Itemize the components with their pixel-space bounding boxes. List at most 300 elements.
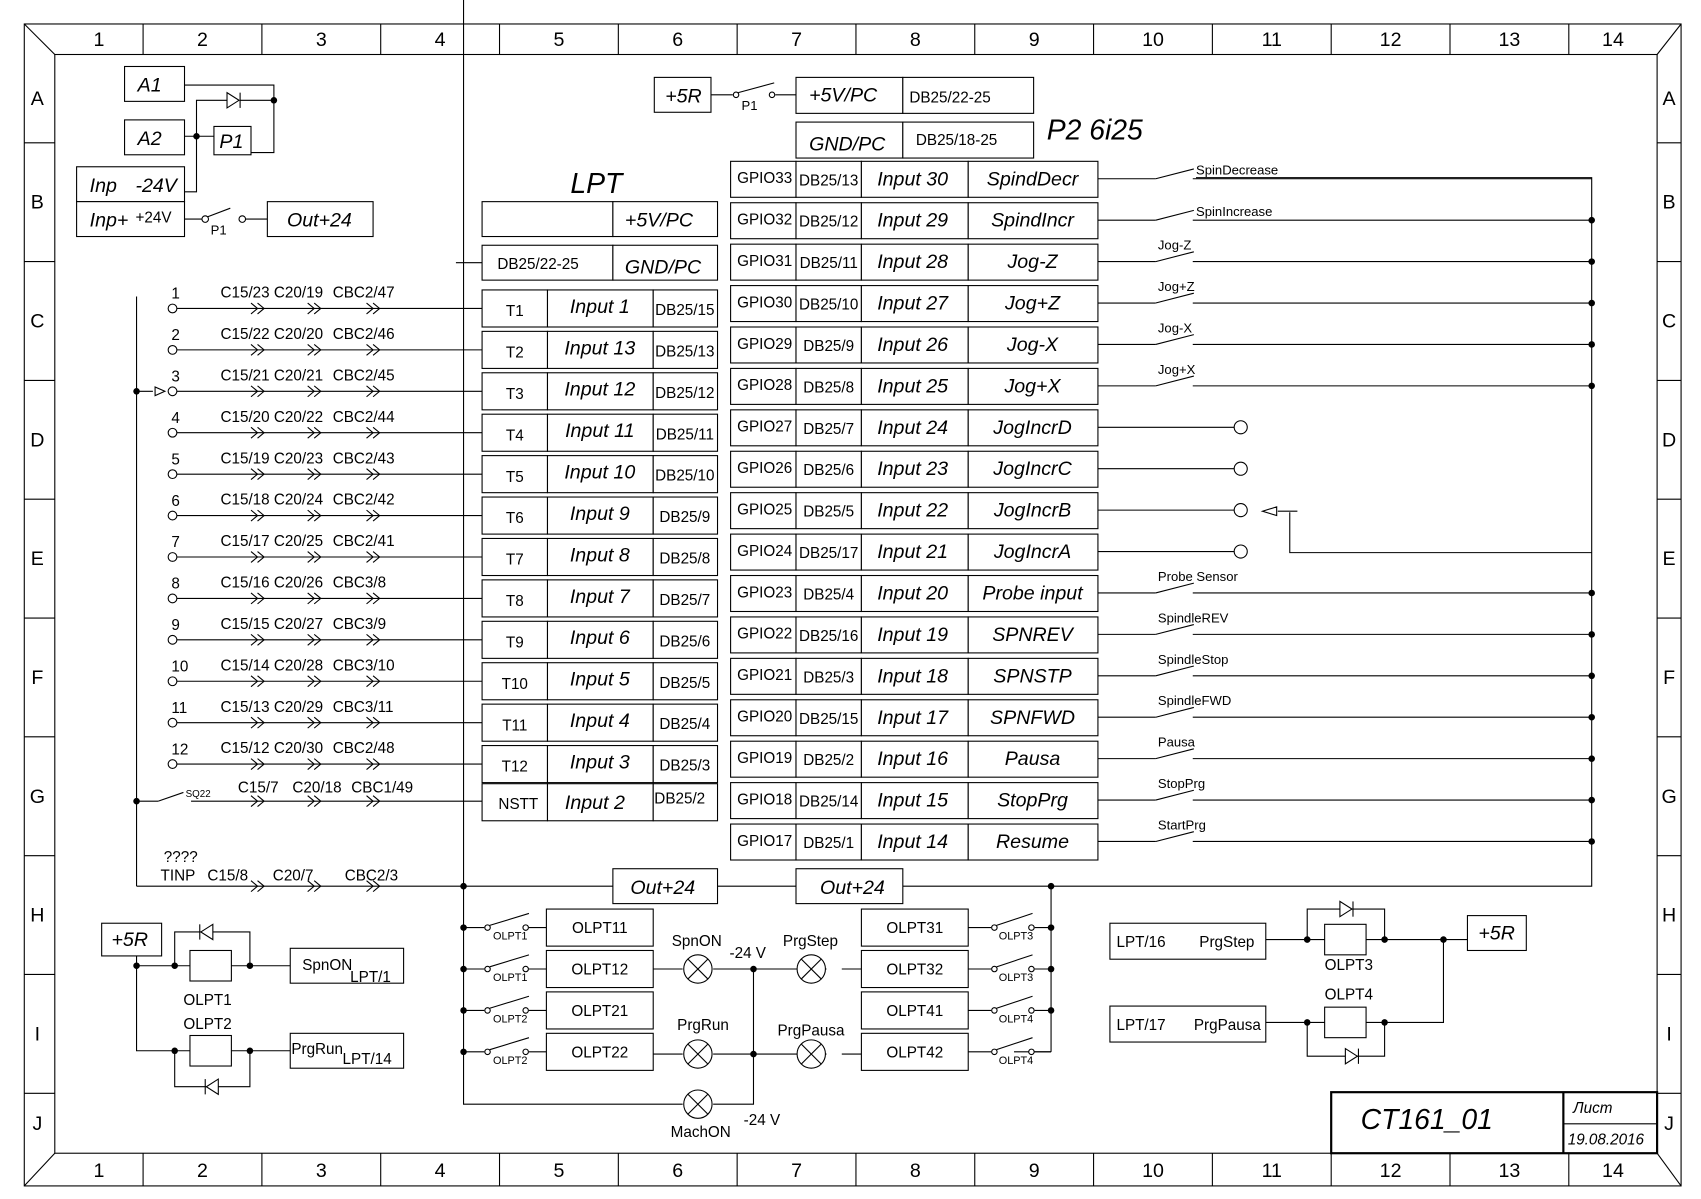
p2-title: P2 6i25 bbox=[1046, 114, 1143, 147]
gpio-func-label: SPNREV bbox=[992, 623, 1073, 646]
junction bbox=[1048, 1007, 1055, 1014]
switch-label: Jog+Z bbox=[1157, 279, 1195, 295]
nstt-cbc: CBC1/49 bbox=[351, 779, 414, 797]
lpt-input-rows bbox=[168, 285, 717, 783]
gpio-input-label: Input 28 bbox=[877, 251, 949, 274]
gpio-row bbox=[731, 610, 1595, 653]
gpio-db-label: DB25/13 bbox=[799, 172, 859, 190]
contact-icon bbox=[523, 1049, 528, 1054]
c20-label: C20/21 bbox=[273, 367, 324, 385]
row-label-left: A bbox=[30, 88, 44, 111]
lpt-db-label: DB25/8 bbox=[659, 550, 711, 568]
c20-label: C20/23 bbox=[273, 450, 324, 468]
coil-olpt1: OLPT1 bbox=[183, 991, 232, 1009]
tinp-label: TINP bbox=[160, 867, 196, 885]
gpio-db-label: DB25/12 bbox=[799, 213, 859, 231]
gpio-label: GPIO25 bbox=[737, 501, 793, 519]
c15-label: C15/23 bbox=[220, 284, 270, 302]
column-label-bottom: 6 bbox=[672, 1160, 684, 1183]
gpio-func-label: JogIncrD bbox=[993, 416, 1072, 439]
switch-label: SpindleStop bbox=[1157, 651, 1229, 667]
gpio-label: GPIO28 bbox=[737, 377, 793, 395]
lpt-input-label: Input 11 bbox=[565, 420, 635, 443]
terminal-number: 3 bbox=[171, 368, 180, 386]
gpio-input-label: Input 27 bbox=[877, 292, 949, 315]
switch-label: SpindleFWD bbox=[1157, 693, 1232, 709]
gpio-db-label: DB25/9 bbox=[803, 337, 855, 355]
terminal-number: 7 bbox=[171, 534, 180, 552]
gpio-db-label: DB25/6 bbox=[803, 462, 855, 480]
gpio-label: GPIO26 bbox=[737, 460, 793, 478]
switch-icon bbox=[1156, 666, 1194, 676]
relay-box-label: OLPT42 bbox=[886, 1044, 944, 1062]
document-date: 19.08.2016 bbox=[1567, 1131, 1645, 1149]
gpio-func-label: SPNSTP bbox=[993, 665, 1072, 688]
switch-icon bbox=[1156, 749, 1194, 759]
terminal-icon bbox=[1234, 545, 1247, 558]
gpio-db-label: DB25/1 bbox=[803, 835, 855, 853]
lpt-db-label: DB25/11 bbox=[655, 426, 714, 444]
gpio-func-label: JogIncrC bbox=[993, 458, 1072, 481]
c15-label: C15/22 bbox=[220, 325, 270, 343]
switch-icon bbox=[1156, 625, 1194, 635]
switch-icon bbox=[490, 996, 529, 1008]
c20-label: C20/20 bbox=[273, 325, 324, 343]
gpio-input-label: Input 19 bbox=[877, 623, 949, 646]
gpio-row bbox=[731, 735, 1595, 778]
lpt-db-label: DB25/5 bbox=[659, 674, 711, 692]
switch-label: Pausa bbox=[1157, 734, 1195, 750]
relay-box-label: OLPT21 bbox=[571, 1002, 629, 1020]
tinp-unknown: ???? bbox=[163, 849, 198, 867]
lpt-db-label: DB25/6 bbox=[659, 633, 711, 651]
column-label-top: 3 bbox=[315, 28, 327, 51]
lpt-row bbox=[168, 409, 717, 451]
lpt-input-label: Input 10 bbox=[564, 461, 636, 484]
contact-icon bbox=[992, 1049, 997, 1054]
switch-label: Jog-Z bbox=[1157, 237, 1192, 253]
spnon-label: SpnON bbox=[302, 957, 353, 975]
terminal-number: 10 bbox=[171, 658, 189, 676]
terminal-icon bbox=[168, 594, 177, 603]
diode-icon bbox=[201, 924, 213, 939]
column-label-bottom: 5 bbox=[553, 1160, 565, 1183]
row-label-left: J bbox=[32, 1112, 43, 1135]
c15-label: C15/18 bbox=[220, 491, 270, 509]
gpio-func-label: Resume bbox=[996, 831, 1070, 854]
gpio-func-label: Jog-Z bbox=[1007, 251, 1058, 274]
diode-icon bbox=[206, 1079, 218, 1094]
c20-label: C20/29 bbox=[273, 698, 324, 716]
sq22-label: SQ22 bbox=[185, 788, 211, 800]
relay-switch-label: OLPT1 bbox=[492, 972, 528, 984]
terminal-icon bbox=[168, 677, 177, 686]
contact-icon bbox=[485, 1049, 490, 1054]
terminal-icon bbox=[1234, 421, 1247, 434]
prgrun-label: PrgRun bbox=[291, 1041, 344, 1059]
column-label-top: 13 bbox=[1498, 28, 1521, 51]
lpt-row bbox=[168, 533, 717, 575]
contact-icon bbox=[1029, 966, 1034, 971]
switch-label: SpinDecrease bbox=[1196, 162, 1279, 178]
lpt-t-label: T4 bbox=[505, 427, 524, 445]
right-bus bbox=[903, 178, 1592, 887]
lpt-input-label: Input 12 bbox=[564, 378, 636, 401]
cbc-label: CBC3/8 bbox=[332, 574, 387, 592]
row-label-right: J bbox=[1664, 1112, 1674, 1135]
row-label-right: F bbox=[1663, 666, 1676, 689]
lpt-row bbox=[168, 616, 717, 658]
c20-label: C20/19 bbox=[273, 284, 324, 302]
contact-icon bbox=[992, 966, 997, 971]
column-label-bottom: 1 bbox=[93, 1160, 105, 1183]
lamp-prgstep-label: PrgStep bbox=[782, 933, 839, 951]
gpio-func-label: SpindIncr bbox=[991, 209, 1074, 232]
gpio-func-label: SpindDecr bbox=[986, 168, 1079, 191]
cbc-label: CBC2/48 bbox=[332, 740, 395, 758]
row-label-right: B bbox=[1662, 191, 1676, 214]
terminal-number: 1 bbox=[171, 285, 180, 303]
gpio-db-label: DB25/14 bbox=[799, 793, 859, 811]
terminal-number: 8 bbox=[171, 575, 180, 593]
gpio-label: GPIO19 bbox=[737, 749, 793, 767]
gpio-row bbox=[731, 410, 1248, 446]
cbc-label: CBC2/42 bbox=[332, 491, 395, 509]
gpio-func-label: Jog+X bbox=[1004, 375, 1061, 398]
lpt-input-label: Input 3 bbox=[569, 751, 630, 774]
document-number: CT161_01 bbox=[1360, 1104, 1493, 1137]
lpt-input-label: Input 7 bbox=[569, 585, 630, 608]
switch-icon bbox=[1156, 169, 1194, 179]
row-label-right: C bbox=[1662, 310, 1677, 333]
gpio-func-label: JogIncrA bbox=[993, 541, 1072, 564]
column-label-top: 6 bbox=[672, 28, 684, 51]
switch-icon bbox=[1156, 335, 1194, 345]
lamp-prgpausa-label: PrgPausa bbox=[777, 1022, 845, 1040]
column-label-bottom: 13 bbox=[1498, 1160, 1521, 1183]
terminal-icon bbox=[168, 718, 177, 727]
lamp-spnon-label: SpnON bbox=[671, 933, 722, 951]
cbc-label: CBC2/47 bbox=[332, 284, 395, 302]
lpt-t-label: T7 bbox=[505, 551, 524, 569]
lpt-t-label: T9 bbox=[505, 634, 524, 652]
gpio-input-label: Input 22 bbox=[877, 499, 949, 522]
gpio-func-label: Pausa bbox=[1004, 748, 1061, 771]
gpio-row bbox=[731, 569, 1595, 612]
out24-label: Out+24 bbox=[286, 209, 352, 232]
gpio-label: GPIO23 bbox=[737, 584, 793, 602]
lpt-input-label: Input 4 bbox=[569, 710, 630, 733]
coils-left bbox=[102, 923, 404, 1094]
column-label-top: 12 bbox=[1379, 28, 1402, 51]
column-label-top: 2 bbox=[197, 28, 208, 51]
relay-switch-label: OLPT3 bbox=[998, 930, 1034, 943]
minus24-b: -24 V bbox=[743, 1111, 781, 1129]
contact-icon bbox=[523, 925, 528, 930]
nstt-db: DB25/2 bbox=[654, 790, 706, 808]
diode-icon bbox=[1340, 901, 1352, 916]
nstt-c20: C20/18 bbox=[292, 779, 342, 797]
lpt-t-label: T6 bbox=[505, 510, 524, 528]
lpt-input-label: Input 13 bbox=[564, 337, 636, 360]
plus5r-label: +5R bbox=[665, 85, 702, 108]
column-label-top: 7 bbox=[791, 28, 802, 51]
contact-icon bbox=[992, 1008, 997, 1013]
lpt17-label: LPT/17 bbox=[1116, 1017, 1166, 1035]
gpio-row bbox=[731, 279, 1595, 322]
gpio-func-label: Probe input bbox=[982, 582, 1083, 605]
coil-left-plus5r: +5R bbox=[111, 929, 149, 952]
lpt-title: LPT bbox=[570, 167, 623, 200]
gpio-input-label: Input 30 bbox=[877, 168, 949, 191]
gpio-func-label: StopPrg bbox=[997, 789, 1068, 812]
c15-label: C15/16 bbox=[220, 574, 270, 592]
switch-label: Jog+X bbox=[1157, 361, 1196, 377]
relay-switch-label: OLPT1 bbox=[492, 930, 528, 943]
row-label-left: H bbox=[30, 904, 45, 927]
c15-label: C15/12 bbox=[220, 740, 270, 758]
gpio-db-label: DB25/11 bbox=[799, 255, 858, 273]
terminal-number: 2 bbox=[171, 327, 180, 345]
gpio-db-label: DB25/7 bbox=[803, 420, 855, 438]
p1-switch-label: P1 bbox=[210, 222, 227, 238]
relay-switch-label: OLPT3 bbox=[998, 972, 1034, 984]
lpt-header bbox=[456, 168, 718, 280]
gpio-input-label: Input 25 bbox=[877, 375, 949, 398]
lpt-row bbox=[168, 285, 717, 327]
lamp-prgrun-label: PrgRun bbox=[677, 1017, 729, 1035]
title-block bbox=[1331, 1092, 1657, 1153]
c15-label: C15/21 bbox=[220, 367, 270, 385]
gpio-row bbox=[731, 493, 1248, 529]
cbc-label: CBC2/45 bbox=[332, 367, 395, 385]
contact-icon bbox=[485, 925, 490, 930]
lpt-t-label: T5 bbox=[505, 468, 524, 486]
lpt-row bbox=[168, 326, 717, 368]
gpio-label: GPIO17 bbox=[737, 832, 793, 850]
lpt-row bbox=[168, 492, 717, 534]
inp-plus-label: Inp+ bbox=[89, 209, 129, 232]
terminal-number: 9 bbox=[171, 617, 180, 635]
cbc-label: CBC3/11 bbox=[332, 698, 394, 716]
arrow-icon bbox=[1263, 507, 1277, 516]
p1-top-switch-label: P1 bbox=[741, 98, 758, 114]
switch-icon bbox=[997, 996, 1033, 1008]
nstt-c15: C15/7 bbox=[237, 779, 279, 797]
coil-olpt2: OLPT2 bbox=[183, 1015, 232, 1033]
gpio-label: GPIO31 bbox=[737, 252, 793, 270]
column-label-top: 5 bbox=[553, 28, 565, 51]
c20-label: C20/22 bbox=[273, 408, 324, 426]
gpio-input-label: Input 29 bbox=[877, 209, 949, 232]
lpt-gnd-db-label: DB25/22-25 bbox=[497, 256, 579, 274]
c15-label: C15/17 bbox=[220, 533, 270, 551]
gpio-input-label: Input 26 bbox=[877, 333, 949, 356]
relay-switch-label: OLPT2 bbox=[492, 1054, 528, 1067]
column-label-bottom: 11 bbox=[1261, 1160, 1282, 1183]
lpt-row bbox=[168, 657, 717, 699]
lpt16-label: LPT/16 bbox=[1116, 934, 1166, 952]
gpio-row bbox=[731, 203, 1595, 239]
c15-label: C15/14 bbox=[220, 657, 270, 675]
terminal-number: 6 bbox=[171, 492, 180, 510]
lpt-db-label: DB25/10 bbox=[655, 467, 715, 485]
gpio-db-label: DB25/4 bbox=[803, 586, 855, 604]
terminal-icon bbox=[168, 470, 177, 479]
arrow-icon bbox=[155, 387, 165, 396]
lpt-t-label: T3 bbox=[505, 385, 524, 403]
switch-label: StartPrg bbox=[1157, 817, 1206, 833]
c15-label: C15/19 bbox=[220, 450, 270, 468]
a2-label: A2 bbox=[137, 127, 162, 150]
row-label-right: A bbox=[1662, 88, 1676, 111]
column-label-top: 4 bbox=[434, 28, 446, 51]
lpt-db-label: DB25/13 bbox=[655, 343, 715, 361]
out24-a-label: Out+24 bbox=[630, 876, 696, 899]
lpt-t-label: T12 bbox=[501, 758, 528, 776]
gpio-row bbox=[731, 161, 1592, 197]
switch-label: SpinIncrease bbox=[1196, 203, 1273, 219]
column-label-top: 14 bbox=[1602, 28, 1624, 51]
gpio-label: GPIO32 bbox=[737, 211, 793, 229]
switch-icon bbox=[1156, 790, 1194, 800]
tinp-c15: C15/8 bbox=[207, 867, 249, 885]
relay-box-label: OLPT22 bbox=[571, 1044, 629, 1062]
contact-icon bbox=[1029, 925, 1034, 930]
row-label-left: B bbox=[30, 191, 44, 214]
lpt-db-label: DB25/4 bbox=[659, 716, 711, 734]
lpt-t-label: T8 bbox=[505, 593, 524, 611]
switch-label: SpindleREV bbox=[1157, 610, 1229, 626]
terminal-number: 5 bbox=[171, 451, 180, 469]
lpt-db-label: DB25/7 bbox=[659, 591, 711, 609]
switch-icon bbox=[490, 955, 529, 967]
gpio-func-label: Jog+Z bbox=[1005, 292, 1061, 315]
lpt-t-label: T1 bbox=[505, 303, 524, 321]
coil-olpt3: OLPT3 bbox=[1324, 957, 1373, 975]
gpio-label: GPIO21 bbox=[737, 667, 793, 685]
c20-label: C20/24 bbox=[273, 491, 324, 509]
relay-switch-label: OLPT4 bbox=[998, 1013, 1034, 1026]
contact-icon bbox=[992, 925, 997, 930]
terminal-icon bbox=[168, 428, 177, 437]
gpio-input-rows bbox=[731, 161, 1595, 860]
switch-icon bbox=[1156, 832, 1194, 842]
coil-right-plus5r: +5R bbox=[1478, 922, 1515, 945]
switch-icon bbox=[1156, 583, 1194, 593]
switch-icon bbox=[997, 955, 1033, 967]
contact-icon bbox=[485, 1008, 490, 1013]
lpt-input-label: Input 9 bbox=[569, 502, 630, 525]
gpio-row bbox=[731, 652, 1595, 695]
gpio-input-label: Input 14 bbox=[877, 831, 949, 854]
column-label-top: 8 bbox=[909, 28, 921, 51]
row-label-left: G bbox=[29, 785, 45, 808]
lpt-t-label: T2 bbox=[505, 344, 524, 362]
prgpausa-label: PrgPausa bbox=[1193, 1017, 1261, 1035]
lamp-machon-label: MachON bbox=[670, 1123, 731, 1141]
row-label-right: H bbox=[1662, 904, 1677, 927]
column-label-bottom: 9 bbox=[1028, 1160, 1040, 1183]
gpio-label: GPIO27 bbox=[737, 418, 793, 436]
lpt-input-label: Input 5 bbox=[569, 668, 630, 691]
terminal-number: 4 bbox=[171, 409, 180, 427]
lpt-row bbox=[168, 367, 717, 409]
terminal-number: 11 bbox=[171, 699, 188, 717]
column-label-top: 10 bbox=[1142, 28, 1164, 51]
cbc-label: CBC2/41 bbox=[332, 533, 395, 551]
a1-label: A1 bbox=[137, 74, 162, 97]
lpt-plus5v-label: +5V/PC bbox=[624, 209, 694, 232]
switch-icon bbox=[1156, 376, 1194, 386]
column-label-bottom: 2 bbox=[197, 1160, 208, 1183]
plus5v-pc-label: +5V/PC bbox=[809, 84, 878, 107]
gpio-row bbox=[731, 451, 1248, 487]
c20-label: C20/25 bbox=[273, 533, 324, 551]
terminal-icon bbox=[168, 760, 177, 769]
gpio-db-label: DB25/16 bbox=[799, 627, 859, 645]
gpio-db-label: DB25/2 bbox=[803, 752, 855, 770]
terminal-icon bbox=[168, 346, 177, 355]
relay-box-label: OLPT11 bbox=[571, 920, 628, 938]
junction bbox=[1048, 966, 1055, 973]
column-label-bottom: 7 bbox=[791, 1160, 802, 1183]
terminal-icon bbox=[1234, 462, 1247, 475]
terminal-icon bbox=[168, 635, 177, 644]
sheet-label: Лист bbox=[1573, 1099, 1613, 1117]
terminal-icon bbox=[168, 387, 177, 396]
c15-label: C15/20 bbox=[220, 408, 270, 426]
pc-power-block bbox=[654, 77, 1143, 158]
c20-label: C20/26 bbox=[273, 574, 324, 592]
gpio-input-label: Input 20 bbox=[877, 582, 949, 605]
gpio-label: GPIO30 bbox=[737, 294, 793, 312]
switch-icon bbox=[490, 1038, 529, 1050]
gpio-input-label: Input 17 bbox=[877, 706, 949, 729]
cbc-label: CBC2/44 bbox=[332, 408, 395, 426]
c15-label: C15/13 bbox=[220, 698, 270, 716]
lpt-input-label: Input 6 bbox=[569, 627, 630, 650]
lpt-row bbox=[168, 575, 717, 617]
c15-label: C15/15 bbox=[220, 615, 270, 633]
gpio-db-label: DB25/17 bbox=[799, 545, 859, 563]
column-label-bottom: 8 bbox=[909, 1160, 921, 1183]
gpio-db-label: DB25/3 bbox=[803, 669, 855, 687]
terminal-icon bbox=[1234, 504, 1247, 517]
inp-minus-label: Inp bbox=[89, 174, 117, 197]
relay-box-label: OLPT31 bbox=[886, 920, 944, 938]
cbc-label: CBC2/46 bbox=[332, 325, 395, 343]
coils-right bbox=[1110, 901, 1526, 1063]
lpt-db-label: DB25/3 bbox=[659, 757, 711, 775]
nstt-input: Input 2 bbox=[564, 791, 625, 814]
row-label-right: I bbox=[1666, 1023, 1672, 1046]
gpio-label: GPIO33 bbox=[737, 170, 793, 188]
row-label-right: D bbox=[1662, 429, 1677, 452]
gpio-db-label: DB25/5 bbox=[803, 503, 855, 521]
diode-icon bbox=[227, 93, 239, 108]
c20-label: C20/27 bbox=[273, 615, 324, 633]
gpio-label: GPIO29 bbox=[737, 335, 793, 353]
relay-box-label: OLPT32 bbox=[886, 961, 944, 979]
switch-label: Probe Sensor bbox=[1157, 568, 1238, 584]
row-label-left: I bbox=[34, 1023, 41, 1046]
cbc-label: CBC3/10 bbox=[332, 657, 395, 675]
inp-minus-voltage: -24V bbox=[135, 174, 177, 197]
lpt-db-label: DB25/15 bbox=[655, 302, 715, 320]
c20-label: C20/30 bbox=[273, 740, 324, 758]
terminal-icon bbox=[168, 553, 177, 562]
